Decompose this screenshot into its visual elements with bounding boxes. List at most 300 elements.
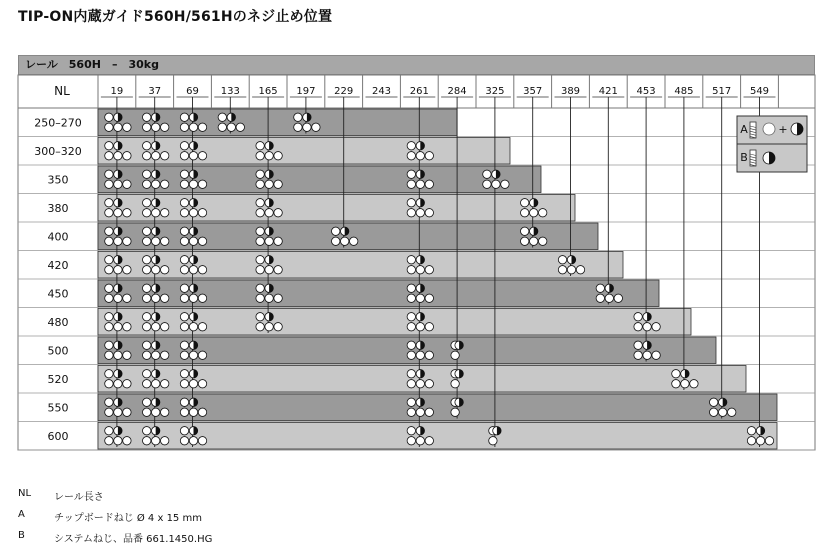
screw-hole	[105, 294, 113, 302]
screw-hole	[198, 380, 206, 388]
screw-hole	[105, 437, 113, 445]
screw-hole	[105, 370, 113, 378]
screw-hole	[161, 323, 169, 331]
screw-hole	[114, 351, 122, 359]
nl-label-420: 420	[47, 258, 69, 272]
screw-hole	[747, 427, 755, 435]
legend-text: システムねじ、品番 661.1450.HG	[54, 534, 213, 545]
nl-label-400: 400	[47, 230, 69, 244]
screw-hole	[189, 266, 197, 274]
screw-hole	[451, 408, 459, 416]
screw-hole	[425, 351, 433, 359]
screw-hole	[256, 256, 264, 264]
screw-hole	[521, 227, 529, 235]
screw-hole	[416, 294, 424, 302]
screw-hole	[143, 408, 151, 416]
screw-hole	[105, 408, 113, 416]
screw-hole	[274, 294, 282, 302]
key-letter-b: B	[740, 151, 748, 164]
screw-hole	[114, 437, 122, 445]
screw-hole	[105, 380, 113, 388]
screw-hole	[690, 380, 698, 388]
screw-hole	[198, 323, 206, 331]
screw-hole	[189, 209, 197, 217]
position-label-517: 517	[712, 86, 732, 97]
screw-hole	[143, 427, 151, 435]
position-label-325: 325	[485, 86, 505, 97]
nl-label-550: 550	[47, 401, 69, 415]
screw-hole	[265, 323, 273, 331]
screw-hole	[123, 351, 131, 359]
screw-hole	[407, 380, 415, 388]
screw-hole	[114, 294, 122, 302]
screw-hole	[521, 199, 529, 207]
screw-hole	[643, 323, 651, 331]
screw-hole	[483, 170, 491, 178]
screw-hole	[425, 294, 433, 302]
screw-hole	[180, 408, 188, 416]
position-label-37: 37	[148, 86, 162, 97]
screw-hole	[558, 256, 566, 264]
screw-hole	[341, 237, 349, 245]
screw-hole	[451, 351, 459, 359]
nl-label-500: 500	[47, 344, 69, 358]
screw-hole	[596, 294, 604, 302]
screw-hole	[152, 123, 160, 131]
screw-hole	[114, 180, 122, 188]
screw-hole	[634, 351, 642, 359]
screw-hole	[123, 209, 131, 217]
rail-bar	[98, 366, 746, 393]
screw-hole	[105, 266, 113, 274]
position-label-197: 197	[296, 86, 316, 97]
screw-hole	[614, 294, 622, 302]
screw-hole	[425, 380, 433, 388]
key-plus: +	[778, 123, 788, 136]
legend-text: レール長さ	[54, 492, 104, 503]
nl-label-450: 450	[47, 287, 69, 301]
screw-hole	[256, 152, 264, 160]
screw-hole	[105, 313, 113, 321]
screw-hole	[256, 142, 264, 150]
screw-hole	[425, 437, 433, 445]
screw-hole	[114, 123, 122, 131]
screw-hole	[189, 152, 197, 160]
page-title: TIP-ON内蔵ガイド560H/561Hのネジ止め位置	[18, 9, 333, 25]
screw-hole	[143, 142, 151, 150]
screw-hole	[539, 209, 547, 217]
screw-hole	[643, 351, 651, 359]
screw-hole	[265, 294, 273, 302]
screw-hole	[180, 227, 188, 235]
key-letter-a: A	[740, 123, 748, 136]
screw-hole	[180, 170, 188, 178]
screw-hole	[303, 123, 311, 131]
screw-hole	[416, 380, 424, 388]
screw-hole	[143, 266, 151, 274]
screw-hole	[123, 408, 131, 416]
screw-hole	[198, 152, 206, 160]
screw-hole	[530, 237, 538, 245]
screw-hole	[105, 152, 113, 160]
screw-hole	[180, 180, 188, 188]
screw-hole	[274, 180, 282, 188]
screw-hole	[180, 152, 188, 160]
screw-hole	[105, 323, 113, 331]
screw-hole	[265, 180, 273, 188]
screw-hole	[332, 237, 340, 245]
screw-hole	[161, 237, 169, 245]
screw-hole	[143, 351, 151, 359]
screw-hole	[143, 313, 151, 321]
screw-hole	[501, 180, 509, 188]
screw-hole	[265, 209, 273, 217]
screw-hole	[274, 209, 282, 217]
screw-hole	[152, 380, 160, 388]
screw-hole	[198, 294, 206, 302]
legend-key: A	[18, 509, 25, 520]
screw-hole	[407, 351, 415, 359]
screw-hole	[105, 227, 113, 235]
position-label-453: 453	[636, 86, 656, 97]
screw-hole	[143, 227, 151, 235]
screw-hole	[143, 199, 151, 207]
screw-hole	[123, 180, 131, 188]
screw-hole	[747, 437, 755, 445]
nl-label-600: 600	[47, 429, 69, 443]
screw-hole	[180, 237, 188, 245]
screw-hole	[180, 313, 188, 321]
nl-label-520: 520	[47, 372, 69, 386]
screw-hole	[451, 380, 459, 388]
nl-label-380: 380	[47, 201, 69, 215]
screw-hole	[143, 341, 151, 349]
position-label-261: 261	[409, 86, 429, 97]
screw-hole	[114, 237, 122, 245]
screw-hole	[521, 237, 529, 245]
screw-hole	[189, 123, 197, 131]
screw-hole	[114, 209, 122, 217]
screw-hole	[274, 266, 282, 274]
screw-hole	[425, 180, 433, 188]
screw-hole	[416, 351, 424, 359]
screw-hole	[256, 227, 264, 235]
screw-hole	[189, 294, 197, 302]
screw-hole	[416, 180, 424, 188]
nl-header: NL	[54, 84, 70, 98]
screw-hole	[161, 209, 169, 217]
screw-hole	[274, 237, 282, 245]
screw-hole	[265, 152, 273, 160]
position-label-243: 243	[371, 86, 392, 97]
screw-hole	[407, 398, 415, 406]
screw-hole	[198, 408, 206, 416]
rail-label: レール 560H – 30kg	[18, 55, 815, 75]
screw-hole	[407, 370, 415, 378]
screw-hole	[198, 180, 206, 188]
screw-hole	[161, 266, 169, 274]
screw-hole	[765, 437, 773, 445]
screw-hole	[143, 180, 151, 188]
screw-hole	[407, 152, 415, 160]
screw-hole	[143, 152, 151, 160]
screw-hole	[152, 237, 160, 245]
screw-hole	[294, 113, 302, 121]
screw-hole	[143, 284, 151, 292]
rail-bar	[98, 423, 777, 450]
screw-hole	[152, 408, 160, 416]
position-label-229: 229	[334, 86, 354, 97]
screw-hole	[143, 123, 151, 131]
screw-hole	[332, 227, 340, 235]
screw-hole	[105, 170, 113, 178]
screw-hole	[634, 341, 642, 349]
screw-hole	[227, 123, 235, 131]
screw-hole	[180, 142, 188, 150]
nl-label-300–320: 300–320	[34, 144, 82, 158]
rail-bar	[98, 195, 575, 222]
screw-hole	[416, 152, 424, 160]
screw-hole	[123, 266, 131, 274]
screw-hole	[161, 437, 169, 445]
screw-hole	[180, 351, 188, 359]
screw-hole	[198, 237, 206, 245]
screw-hole	[180, 256, 188, 264]
screw-hole	[416, 209, 424, 217]
screw-hole	[634, 313, 642, 321]
screw-hole	[123, 380, 131, 388]
position-label-69: 69	[186, 86, 199, 97]
screw-hole	[492, 180, 500, 188]
screw-hole	[198, 123, 206, 131]
screw-hole	[256, 209, 264, 217]
screw-hole	[198, 266, 206, 274]
screw-hole	[161, 152, 169, 160]
screw-hole	[407, 256, 415, 264]
screw-hole	[143, 237, 151, 245]
legend-key: NL	[18, 488, 32, 499]
screw-hole	[728, 408, 736, 416]
screw-hole	[407, 294, 415, 302]
screw-hole	[521, 209, 529, 217]
screw-hole	[265, 266, 273, 274]
screw-hole	[152, 323, 160, 331]
screw-hole	[189, 180, 197, 188]
screw-hole	[407, 284, 415, 292]
screw-hole	[189, 237, 197, 245]
screw-hole	[114, 323, 122, 331]
screw-hole	[152, 294, 160, 302]
screw-hole	[123, 123, 131, 131]
screw-hole	[189, 351, 197, 359]
screw-hole	[152, 209, 160, 217]
screw-hole	[407, 199, 415, 207]
screw-hole	[710, 398, 718, 406]
screw-hole	[425, 209, 433, 217]
rail-bar	[98, 252, 623, 279]
screw-hole	[576, 266, 584, 274]
rail-bar	[98, 337, 716, 364]
screw-hole	[152, 266, 160, 274]
screw-hole	[274, 323, 282, 331]
screw-hole	[143, 437, 151, 445]
rail-bar	[98, 223, 598, 250]
screw-hole	[180, 113, 188, 121]
screw-hole	[218, 113, 226, 121]
screw-hole	[105, 180, 113, 188]
screw-hole	[114, 380, 122, 388]
screw-hole	[719, 408, 727, 416]
screw-hole	[489, 437, 497, 445]
screw-hole	[152, 437, 160, 445]
rail-bar	[98, 394, 777, 421]
screw-hole	[407, 209, 415, 217]
screw-hole	[180, 209, 188, 217]
screw-hole	[416, 437, 424, 445]
screw-hole	[105, 142, 113, 150]
screw-hole	[161, 380, 169, 388]
position-label-389: 389	[560, 86, 581, 97]
screw-hole	[425, 408, 433, 416]
nl-label-250–270: 250–270	[34, 116, 82, 130]
screw-hole	[539, 237, 547, 245]
screw-hole	[143, 170, 151, 178]
rail-bar	[98, 109, 457, 136]
screw-hole	[256, 237, 264, 245]
screw-hole	[180, 323, 188, 331]
screw-hole	[672, 370, 680, 378]
screw-hole	[161, 180, 169, 188]
rail-bar	[98, 280, 659, 307]
screw-hole	[123, 323, 131, 331]
screw-hole	[294, 123, 302, 131]
screw-hole	[416, 266, 424, 274]
key-half-hole-b	[763, 152, 775, 164]
screw-hole	[152, 180, 160, 188]
rail-bar	[98, 138, 510, 165]
screw-hole	[189, 437, 197, 445]
screw-hole	[143, 113, 151, 121]
screw-hole	[407, 266, 415, 274]
screw-hole	[105, 237, 113, 245]
position-label-421: 421	[598, 86, 618, 97]
legend-text: チップボードねじ Ø 4 x 15 mm	[54, 513, 202, 524]
screw-hole	[256, 294, 264, 302]
screw-hole	[198, 437, 206, 445]
screw-hole	[143, 380, 151, 388]
position-label-19: 19	[110, 86, 124, 97]
screw-hole	[105, 256, 113, 264]
screw-hole	[407, 323, 415, 331]
screw-hole	[425, 323, 433, 331]
screw-hole	[652, 323, 660, 331]
screw-hole	[180, 427, 188, 435]
rail-bar	[98, 309, 691, 336]
screw-hole	[756, 437, 764, 445]
screw-hole	[189, 408, 197, 416]
screw-hole	[123, 294, 131, 302]
screw-hole	[198, 209, 206, 217]
screw-hole	[180, 199, 188, 207]
screw-hole	[114, 152, 122, 160]
screw-hole	[274, 152, 282, 160]
screw-hole	[416, 323, 424, 331]
screw-hole	[672, 380, 680, 388]
screw-hole	[407, 427, 415, 435]
screw-hole	[256, 199, 264, 207]
nl-label-480: 480	[47, 315, 69, 329]
screw-hole	[180, 437, 188, 445]
screw-hole	[256, 323, 264, 331]
screw-hole	[681, 380, 689, 388]
screw-hole	[567, 266, 575, 274]
screw-hole	[105, 398, 113, 406]
screw-hole	[114, 408, 122, 416]
screw-hole	[180, 341, 188, 349]
screw-hole	[407, 180, 415, 188]
screw-hole	[407, 408, 415, 416]
screw-hole	[143, 294, 151, 302]
screw-hole	[634, 323, 642, 331]
screw-hole	[256, 313, 264, 321]
screw-hole	[105, 351, 113, 359]
screw-hole	[180, 123, 188, 131]
screw-hole	[105, 209, 113, 217]
screw-hole	[256, 180, 264, 188]
screw-hole	[123, 152, 131, 160]
screw-hole	[596, 284, 604, 292]
screw-hole	[256, 170, 264, 178]
screw-hole	[143, 209, 151, 217]
screw-hole	[256, 266, 264, 274]
screw-hole	[105, 341, 113, 349]
screw-hole	[180, 294, 188, 302]
screw-hole	[143, 370, 151, 378]
screw-hole	[710, 408, 718, 416]
screw-hole	[189, 323, 197, 331]
position-label-284: 284	[447, 86, 467, 97]
position-label-549: 549	[749, 86, 770, 97]
key-open-hole	[763, 123, 775, 135]
screw-hole	[407, 142, 415, 150]
screw-hole	[256, 284, 264, 292]
screw-hole	[123, 237, 131, 245]
screw-hole	[652, 351, 660, 359]
screw-hole	[483, 180, 491, 188]
screw-hole	[161, 123, 169, 131]
key-half-hole-a	[791, 123, 803, 135]
screw-hole	[105, 123, 113, 131]
screw-hole	[105, 199, 113, 207]
screw-hole	[530, 209, 538, 217]
screw-hole	[218, 123, 226, 131]
screw-hole	[180, 370, 188, 378]
screw-hole	[143, 398, 151, 406]
position-label-133: 133	[220, 86, 240, 97]
screw-hole	[180, 398, 188, 406]
screw-hole	[180, 284, 188, 292]
screw-hole	[605, 294, 613, 302]
position-label-485: 485	[674, 86, 694, 97]
screw-hole	[407, 313, 415, 321]
screw-hole	[161, 351, 169, 359]
screw-hole	[105, 427, 113, 435]
screw-hole	[407, 437, 415, 445]
screw-hole	[152, 152, 160, 160]
screw-hole	[114, 266, 122, 274]
screw-hole	[425, 266, 433, 274]
screw-hole	[198, 351, 206, 359]
